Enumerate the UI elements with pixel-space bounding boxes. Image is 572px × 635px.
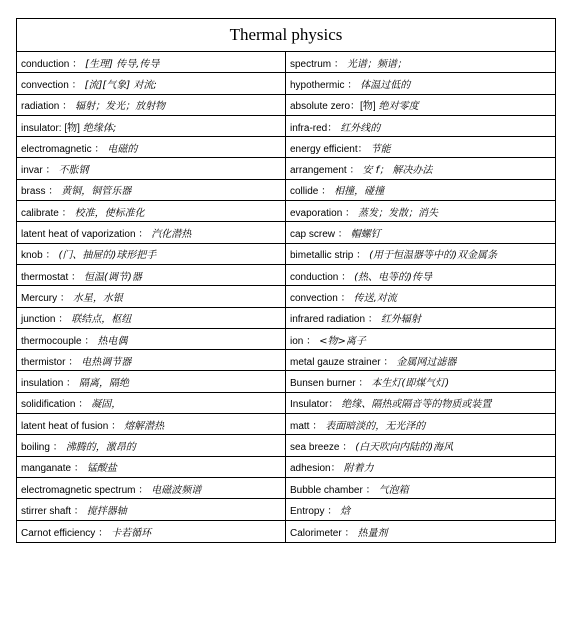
- glossary-row: [286, 244, 555, 265]
- glossary-definition: <物>离子: [319, 335, 366, 347]
- glossary-definition: 联结点，枢纽: [71, 314, 132, 326]
- glossary-term: bimetallic strip ：: [290, 250, 367, 262]
- glossary-row: [286, 286, 555, 307]
- glossary-term: arrangement ：: [290, 165, 360, 177]
- glossary-definition: 相撞，碰撞: [334, 186, 385, 198]
- glossary-definition: (热、电等的)传导: [354, 271, 432, 283]
- glossary-definition: 辐射；发光；放射物: [75, 101, 166, 113]
- glossary-row: [17, 393, 285, 414]
- glossary-definition: (用于恒温器等中的)双金属条: [369, 250, 497, 262]
- glossary-row: [17, 265, 285, 286]
- glossary-definition: 附着力: [343, 463, 374, 475]
- glossary-term: radiation ：: [21, 101, 73, 113]
- glossary-row: [286, 265, 555, 286]
- glossary-definition: 汽化潜热: [151, 229, 192, 241]
- glossary-term: electromagnetic ：: [21, 143, 105, 155]
- glossary-definition: 校准，使标准化: [74, 207, 145, 219]
- glossary-term: electromagnetic spectrum ：: [21, 484, 149, 496]
- glossary-definition: 水星，水银: [72, 292, 123, 304]
- glossary-term: boiling ：: [21, 441, 63, 453]
- glossary-term: solidification ：: [21, 399, 89, 411]
- glossary-row: [17, 201, 285, 222]
- glossary-term: thermistor ：: [21, 356, 79, 368]
- table-body: [17, 52, 555, 542]
- glossary-term: calibrate ：: [21, 207, 72, 219]
- glossary-term: manganate ：: [21, 463, 84, 475]
- glossary-term: collide ：: [290, 186, 332, 198]
- glossary-row: [17, 244, 285, 265]
- left-column: [17, 52, 286, 542]
- glossary-table: [16, 18, 556, 543]
- glossary-definition: 光谱；频谱；: [346, 58, 407, 70]
- glossary-row: [17, 499, 285, 520]
- glossary-term: Calorimeter ：: [290, 527, 355, 539]
- glossary-row: [17, 457, 285, 478]
- glossary-row: [17, 435, 285, 456]
- glossary-term: latent heat of fusion ：: [21, 420, 122, 432]
- glossary-term: convection ：: [21, 79, 82, 91]
- table-title: Thermal physics: [17, 19, 555, 52]
- glossary-definition: 热量剂: [357, 527, 388, 539]
- glossary-definition: 卡若循环: [111, 527, 152, 539]
- glossary-term: conduction ：: [290, 271, 352, 283]
- glossary-row: [286, 393, 555, 414]
- glossary-definition: 焓: [340, 505, 351, 517]
- glossary-definition: 绝对零度: [378, 101, 419, 113]
- glossary-definition: 本生灯(即煤气灯): [371, 378, 450, 390]
- glossary-definition: (白天吹向内陆的)海风: [355, 441, 454, 453]
- glossary-definition: 电热调节器: [81, 356, 132, 368]
- glossary-term: invar ：: [21, 165, 56, 177]
- glossary-term: Entropy ：: [290, 505, 338, 517]
- glossary-term: Carnot efficiency ：: [21, 527, 109, 539]
- glossary-row: [17, 180, 285, 201]
- glossary-row: [17, 286, 285, 307]
- glossary-row: [17, 308, 285, 329]
- glossary-term: thermostat ：: [21, 271, 82, 283]
- glossary-definition: 熔解潜热: [124, 420, 165, 432]
- glossary-row: [286, 521, 555, 542]
- glossary-definition: 帽螺钉: [350, 229, 381, 241]
- glossary-row: [286, 499, 555, 520]
- glossary-row: [17, 95, 285, 116]
- glossary-term: spectrum ：: [290, 58, 344, 70]
- glossary-row: [286, 116, 555, 137]
- glossary-definition: 电磁波频谱: [151, 484, 202, 496]
- glossary-definition: 安 f； 解决办法: [362, 165, 433, 177]
- glossary-definition: 锰酸盐: [86, 463, 117, 475]
- glossary-definition: (门、抽屉的)球形把手: [58, 250, 157, 262]
- glossary-definition: [流][气象] 对流;: [84, 79, 157, 91]
- glossary-row: [286, 158, 555, 179]
- glossary-definition: 体温过低的: [360, 79, 411, 91]
- glossary-term: convection ：: [290, 292, 351, 304]
- glossary-definition: 凝固，: [91, 399, 122, 411]
- glossary-term: insulator: [物]: [21, 122, 80, 134]
- glossary-row: [286, 329, 555, 350]
- glossary-term: sea breeze ：: [290, 441, 353, 453]
- glossary-row: [286, 457, 555, 478]
- glossary-row: [17, 371, 285, 392]
- glossary-definition: 恒温(调节)器: [84, 271, 142, 283]
- glossary-term: metal gauze strainer ：: [290, 356, 394, 368]
- glossary-row: [286, 52, 555, 73]
- glossary-term: Bubble chamber ：: [290, 484, 376, 496]
- glossary-row: [17, 329, 285, 350]
- glossary-term: brass ：: [21, 186, 59, 198]
- glossary-row: [17, 222, 285, 243]
- glossary-row: [17, 521, 285, 542]
- glossary-row: [286, 137, 555, 158]
- glossary-definition: 黄铜，铜管乐器: [61, 186, 132, 198]
- glossary-term: thermocouple ：: [21, 335, 95, 347]
- glossary-row: [286, 371, 555, 392]
- glossary-term: Insulator：: [290, 399, 339, 411]
- glossary-definition: 金属网过滤器: [396, 356, 457, 368]
- glossary-row: [17, 116, 285, 137]
- glossary-definition: 搅拌器轴: [86, 505, 127, 517]
- glossary-row: [17, 73, 285, 94]
- glossary-definition: 表面暗淡的，无光泽的: [325, 420, 426, 432]
- glossary-term: conduction ：: [21, 58, 83, 70]
- glossary-term: cap screw ：: [290, 229, 348, 241]
- glossary-row: [17, 414, 285, 435]
- glossary-term: energy efficient：: [290, 143, 368, 155]
- glossary-definition: 传送,对流: [353, 292, 397, 304]
- glossary-definition: 红外线的: [340, 122, 381, 134]
- right-column: [286, 52, 555, 542]
- glossary-definition: 隔离，隔绝: [79, 378, 130, 390]
- glossary-term: adhesion：: [290, 463, 341, 475]
- glossary-row: [286, 73, 555, 94]
- glossary-term: hypothermic ：: [290, 79, 358, 91]
- glossary-row: [17, 478, 285, 499]
- glossary-row: [286, 435, 555, 456]
- glossary-definition: 红外辐射: [380, 314, 421, 326]
- glossary-definition: 节能: [370, 143, 391, 155]
- glossary-row: [17, 350, 285, 371]
- glossary-term: junction ：: [21, 314, 69, 326]
- glossary-term: evaporation ：: [290, 207, 356, 219]
- glossary-row: [17, 52, 285, 73]
- glossary-definition: 绝缘体;: [82, 122, 117, 134]
- glossary-row: [286, 95, 555, 116]
- glossary-term: insulation ：: [21, 378, 77, 390]
- glossary-definition: 气泡箱: [378, 484, 409, 496]
- glossary-definition: 绝缘、隔热或隔音等的物质或装置: [341, 399, 492, 411]
- glossary-term: infra-red：: [290, 122, 338, 134]
- glossary-term: latent heat of vaporization ：: [21, 229, 149, 241]
- glossary-definition: [生理] 传导,传导: [85, 58, 160, 70]
- glossary-definition: 蒸发；发散；消失: [358, 207, 439, 219]
- glossary-row: [286, 478, 555, 499]
- glossary-row: [286, 308, 555, 329]
- glossary-term: Bunsen burner ：: [290, 378, 369, 390]
- glossary-definition: 沸腾的，激昂的: [65, 441, 136, 453]
- glossary-row: [17, 158, 285, 179]
- glossary-row: [286, 201, 555, 222]
- glossary-row: [17, 137, 285, 158]
- glossary-term: absolute zero：[物]: [290, 101, 376, 113]
- glossary-row: [286, 222, 555, 243]
- glossary-term: ion ：: [290, 335, 317, 347]
- glossary-row: [286, 414, 555, 435]
- glossary-definition: 不胀钢: [58, 165, 89, 177]
- glossary-term: knob ：: [21, 250, 56, 262]
- glossary-term: stirrer shaft ：: [21, 505, 84, 517]
- glossary-row: [286, 180, 555, 201]
- glossary-definition: 热电偶: [97, 335, 128, 347]
- glossary-row: [286, 350, 555, 371]
- glossary-definition: 电磁的: [107, 143, 138, 155]
- glossary-term: matt ：: [290, 420, 323, 432]
- glossary-term: infrared radiation ：: [290, 314, 378, 326]
- glossary-term: Mercury ：: [21, 292, 70, 304]
